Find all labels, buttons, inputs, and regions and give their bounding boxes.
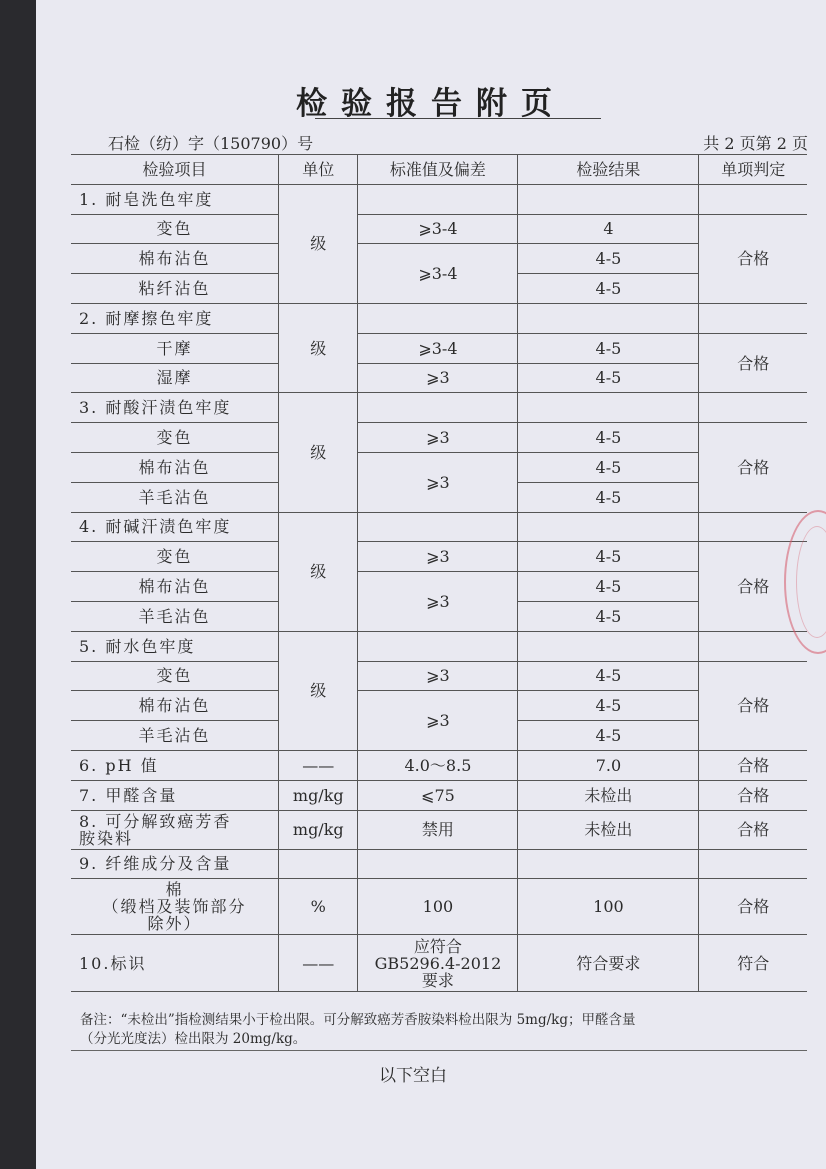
blank-below-text: 以下空白 xyxy=(379,1066,447,1086)
result-cell: 4-5 xyxy=(518,482,699,512)
standard-line: 应符合 xyxy=(413,936,462,956)
standard-cell: ⩾3-4 xyxy=(358,214,518,244)
footnote xyxy=(80,1011,796,1049)
table-row xyxy=(71,452,807,482)
header-item: 检验项目 xyxy=(71,155,279,185)
unit-cell: 级 xyxy=(279,303,358,392)
standard-cell: ⩾3 xyxy=(358,423,518,453)
table-row xyxy=(71,661,807,691)
item-name: 棉布沾色 xyxy=(71,691,279,721)
standard-cell: ⩾3-4 xyxy=(358,333,518,363)
item-name-line: 棉 xyxy=(165,880,184,900)
item-name: 棉布沾色 xyxy=(71,572,279,602)
table-row xyxy=(71,935,807,992)
page-title: 检验报告附页 xyxy=(296,86,566,122)
result-cell: 4-5 xyxy=(518,333,699,363)
verdict-cell: 合格 xyxy=(699,333,807,393)
standard-cell: 禁用 xyxy=(358,810,518,849)
result-cell: 4-5 xyxy=(518,274,699,304)
item-name: 变色 xyxy=(71,542,279,572)
inspection-table xyxy=(71,154,807,992)
item-name: 10.标识 xyxy=(71,935,279,992)
standard-cell xyxy=(358,935,518,992)
table-row xyxy=(71,572,807,602)
page-info: 共 2 页第 2 页 xyxy=(703,134,808,153)
section-title: 4. 耐碱汗渍色牢度 xyxy=(71,512,279,542)
standard-line: 要求 xyxy=(421,970,454,990)
header-standard: 标准值及偏差 xyxy=(358,155,518,185)
result-cell: 4-5 xyxy=(518,572,699,602)
header-result: 检验结果 xyxy=(518,155,699,185)
result-cell: 4-5 xyxy=(518,721,699,751)
table-row xyxy=(71,879,807,935)
footnote-rule xyxy=(71,1050,807,1051)
table-row xyxy=(71,423,807,453)
section-title: 3. 耐酸汗渍色牢度 xyxy=(71,393,279,423)
footnote-line: 备注：“未检出”指检测结果小于检出限。可分解致癌芳香胺染料检出限为 5mg/kg；甲醛含量 xyxy=(80,1012,636,1028)
unit-cell: —— xyxy=(279,935,358,992)
item-name: 干摩 xyxy=(71,333,279,363)
standard-cell: ⩾3 xyxy=(358,363,518,393)
section-header-row xyxy=(71,303,807,333)
result-cell: 4-5 xyxy=(518,691,699,721)
standard-cell: ⩽75 xyxy=(358,780,518,810)
verdict-cell: 合格 xyxy=(699,780,807,810)
result-cell: 未检出 xyxy=(518,780,699,810)
standard-cell: 100 xyxy=(358,879,518,935)
table-row xyxy=(71,244,807,274)
header-unit: 单位 xyxy=(279,155,358,185)
result-cell: 符合要求 xyxy=(518,935,699,992)
table-header-row xyxy=(71,155,807,185)
item-name: 羊毛沾色 xyxy=(71,482,279,512)
standard-cell: 4.0～8.5 xyxy=(358,750,518,780)
item-name: 羊毛沾色 xyxy=(71,721,279,751)
section-header-row xyxy=(71,849,807,879)
item-name: 湿摩 xyxy=(71,363,279,393)
item-name-line: 除外） xyxy=(147,914,202,934)
header-judgement: 单项判定 xyxy=(699,155,807,185)
result-cell: 100 xyxy=(518,879,699,935)
item-name: 7. 甲醛含量 xyxy=(71,780,279,810)
item-name: 粘纤沾色 xyxy=(71,274,279,304)
result-cell: 4-5 xyxy=(518,452,699,482)
verdict-cell: 合格 xyxy=(699,810,807,849)
verdict-cell: 合格 xyxy=(699,423,807,512)
result-cell: 4 xyxy=(518,214,699,244)
item-name: 变色 xyxy=(71,214,279,244)
table-row xyxy=(71,363,807,393)
verdict-cell: 符合 xyxy=(699,935,807,992)
table-row xyxy=(71,750,807,780)
table-row xyxy=(71,691,807,721)
section-title: 9. 纤维成分及含量 xyxy=(71,849,279,879)
standard-cell: ⩾3 xyxy=(358,661,518,691)
standard-cell: ⩾3-4 xyxy=(358,244,518,304)
table-row xyxy=(71,810,807,849)
unit-cell: 级 xyxy=(279,512,358,631)
result-cell: 4-5 xyxy=(518,363,699,393)
item-name-line: 胺染料 xyxy=(79,828,134,848)
standard-cell: ⩾3 xyxy=(358,542,518,572)
verdict-cell: 合格 xyxy=(699,750,807,780)
item-name: 变色 xyxy=(71,661,279,691)
table-row xyxy=(71,333,807,363)
section-title: 5. 耐水色牢度 xyxy=(71,631,279,661)
section-header-row xyxy=(71,631,807,661)
unit-cell: mg/kg xyxy=(279,780,358,810)
item-name-line: （缎档及装饰部分 xyxy=(102,897,247,917)
report-number: 石检（纺）字（150790）号 xyxy=(108,134,314,153)
result-cell: 4-5 xyxy=(518,244,699,274)
section-title: 2. 耐摩擦色牢度 xyxy=(71,303,279,333)
verdict-cell: 合格 xyxy=(699,879,807,935)
item-name: 变色 xyxy=(71,423,279,453)
result-cell: 4-5 xyxy=(518,661,699,691)
section-header-row xyxy=(71,512,807,542)
table-row xyxy=(71,214,807,244)
item-name xyxy=(71,810,279,849)
section-title: 1. 耐皂洗色牢度 xyxy=(71,184,279,214)
result-cell: 4-5 xyxy=(518,542,699,572)
standard-cell: ⩾3 xyxy=(358,691,518,751)
result-cell: 7.0 xyxy=(518,750,699,780)
result-cell: 4-5 xyxy=(518,601,699,631)
verdict-cell: 合格 xyxy=(699,661,807,750)
unit-cell: 级 xyxy=(279,631,358,750)
table-row xyxy=(71,780,807,810)
section-header-row xyxy=(71,184,807,214)
seal-inner-ring xyxy=(796,526,826,638)
item-name: 棉布沾色 xyxy=(71,244,279,274)
unit-cell: mg/kg xyxy=(279,810,358,849)
table-row xyxy=(71,542,807,572)
item-name-line: 8. 可分解致癌芳香 xyxy=(79,811,232,831)
standard-cell: ⩾3 xyxy=(358,452,518,512)
verdict-cell: 合格 xyxy=(699,214,807,303)
footnote-line: （分光光度法）检出限为 20mg/kg。 xyxy=(80,1031,307,1047)
unit-cell: —— xyxy=(279,750,358,780)
standard-cell: ⩾3 xyxy=(358,572,518,632)
item-name xyxy=(71,879,279,935)
result-cell: 未检出 xyxy=(518,810,699,849)
section-header-row xyxy=(71,393,807,423)
standard-line: GB5296.4-2012 xyxy=(374,953,502,973)
item-name: 棉布沾色 xyxy=(71,452,279,482)
item-name: 羊毛沾色 xyxy=(71,601,279,631)
unit-cell: % xyxy=(279,879,358,935)
title-underline xyxy=(315,118,601,119)
verdict-cell: 合格 xyxy=(699,542,807,631)
result-cell: 4-5 xyxy=(518,423,699,453)
unit-cell: 级 xyxy=(279,184,358,303)
item-name: 6. pH 值 xyxy=(71,750,279,780)
unit-cell: 级 xyxy=(279,393,358,512)
